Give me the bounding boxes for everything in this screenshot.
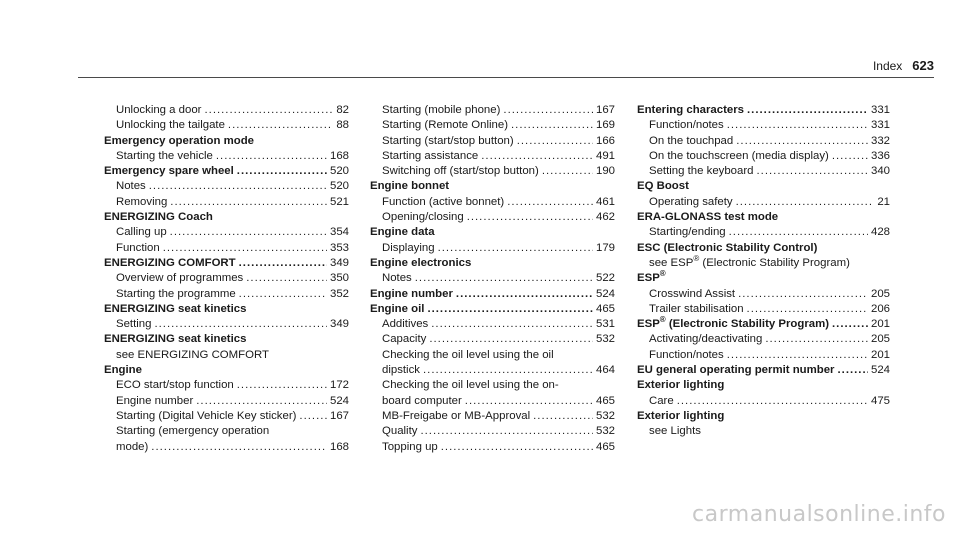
entry-text: Engine number bbox=[370, 287, 453, 300]
entry-text: Starting (Remote Online) bbox=[382, 119, 508, 132]
index-heading bbox=[104, 164, 349, 179]
page-ref[interactable]: 522 bbox=[595, 272, 615, 285]
leader-dots bbox=[467, 210, 593, 225]
entry-text: Starting assistance bbox=[382, 149, 479, 162]
index-entry bbox=[637, 225, 890, 240]
leader-dots bbox=[204, 103, 333, 118]
index-entry bbox=[370, 440, 615, 455]
index-entry bbox=[370, 149, 615, 164]
entry-text: MB-Freigabe or MB-Approval bbox=[382, 409, 531, 422]
index-entry bbox=[370, 134, 615, 149]
entry-text: Engine bonnet bbox=[370, 180, 450, 193]
page-ref[interactable]: 82 bbox=[336, 104, 349, 116]
page-ref[interactable]: 532 bbox=[595, 409, 615, 422]
leader-dots bbox=[727, 118, 868, 133]
index-entry bbox=[104, 378, 349, 393]
leader-dots bbox=[465, 394, 593, 409]
entry-text: Care bbox=[649, 394, 674, 407]
index-entry bbox=[104, 440, 349, 455]
page-ref[interactable]: 168 bbox=[329, 440, 349, 453]
page-ref[interactable]: 166 bbox=[595, 134, 615, 147]
page-ref[interactable]: 206 bbox=[870, 302, 890, 315]
leader-dots bbox=[196, 394, 327, 409]
index-entry bbox=[637, 302, 890, 317]
page-ref[interactable]: 465 bbox=[595, 394, 615, 407]
entry-text: EQ Boost bbox=[637, 180, 689, 193]
page-ref[interactable]: 190 bbox=[595, 165, 615, 178]
entry-text: Engine oil bbox=[370, 302, 425, 315]
entry-text: Starting (Digital Vehicle Key sticker) bbox=[116, 409, 297, 422]
leader-dots bbox=[511, 118, 593, 133]
entry-text: Function/notes bbox=[649, 348, 724, 361]
entry-text: Opening/closing bbox=[382, 211, 464, 224]
index-heading bbox=[370, 225, 615, 240]
index-heading bbox=[637, 210, 890, 225]
entry-text: Engine bbox=[104, 364, 142, 377]
entry-text: ESP® bbox=[637, 269, 666, 285]
index-entry bbox=[637, 394, 890, 409]
entry-text: Starting (emergency operation bbox=[116, 425, 270, 438]
index-entry bbox=[637, 332, 890, 347]
index-entry bbox=[370, 394, 615, 409]
page-ref[interactable]: 524 bbox=[329, 394, 349, 407]
index-entry bbox=[370, 424, 615, 439]
entry-text: Activating/deactivating bbox=[649, 333, 763, 346]
leader-dots bbox=[727, 348, 868, 363]
page-ref[interactable]: 179 bbox=[595, 241, 615, 254]
index-heading bbox=[637, 271, 890, 286]
index-heading bbox=[104, 210, 349, 225]
index-entry bbox=[637, 348, 890, 363]
index-entry bbox=[370, 241, 615, 256]
entry-text: Operating safety bbox=[649, 195, 733, 208]
index-column-1 bbox=[104, 103, 349, 455]
entry-text: EU general operating permit number bbox=[637, 364, 835, 377]
entry-text: Starting (mobile phone) bbox=[382, 104, 501, 116]
entry-text: mode) bbox=[116, 440, 149, 453]
page-ref[interactable]: 353 bbox=[329, 241, 349, 254]
entry-text: Crosswind Assist bbox=[649, 287, 736, 300]
index-heading bbox=[370, 179, 615, 194]
index-entry bbox=[370, 103, 615, 118]
index-entry bbox=[637, 149, 890, 164]
leader-dots bbox=[239, 256, 327, 271]
page-ref[interactable]: 491 bbox=[595, 149, 615, 162]
page-ref[interactable]: 350 bbox=[329, 272, 349, 285]
entry-text: Checking the oil level using the on- bbox=[382, 379, 559, 392]
index-heading bbox=[637, 378, 890, 393]
entry-text: Function/notes bbox=[649, 119, 724, 132]
entry-text: Function bbox=[116, 241, 160, 254]
entry-text: ENERGIZING COMFORT bbox=[104, 256, 236, 269]
entry-text: ENERGIZING Coach bbox=[104, 211, 213, 224]
entry-text: Setting bbox=[116, 318, 152, 331]
leader-dots bbox=[503, 103, 593, 118]
leader-dots bbox=[747, 103, 868, 118]
index-heading bbox=[637, 317, 890, 332]
entry-text: Engine data bbox=[370, 226, 435, 239]
index-entry bbox=[104, 149, 349, 164]
leader-dots bbox=[517, 134, 593, 149]
page-ref[interactable]: 331 bbox=[870, 104, 890, 116]
page-ref[interactable]: 354 bbox=[329, 226, 349, 239]
entry-text: On the touchpad bbox=[649, 134, 734, 147]
leader-dots bbox=[246, 271, 327, 286]
entry-text: Switching off (start/stop button) bbox=[382, 165, 539, 178]
index-entry bbox=[370, 363, 615, 378]
index-entry bbox=[104, 241, 349, 256]
page-ref[interactable]: 524 bbox=[595, 287, 615, 300]
entry-text: On the touchscreen (media display) bbox=[649, 149, 829, 162]
leader-dots bbox=[299, 409, 327, 424]
leader-dots bbox=[736, 195, 875, 210]
entry-text: Entering characters bbox=[637, 104, 744, 116]
entry-text: see Lights bbox=[649, 425, 701, 438]
entry-text: ECO start/stop function bbox=[116, 379, 234, 392]
page-ref[interactable]: 349 bbox=[329, 256, 349, 269]
entry-text: Emergency spare wheel bbox=[104, 165, 234, 178]
entry-text: Function (active bonnet) bbox=[382, 195, 505, 208]
page-ref[interactable]: 349 bbox=[329, 318, 349, 331]
leader-dots bbox=[163, 241, 327, 256]
leader-dots bbox=[228, 118, 333, 133]
entry-text: Calling up bbox=[116, 226, 167, 239]
entry-text: Displaying bbox=[382, 241, 435, 254]
leader-dots bbox=[542, 164, 593, 179]
leader-dots bbox=[456, 287, 593, 302]
entry-text: Starting (start/stop button) bbox=[382, 134, 514, 147]
index-entry bbox=[104, 424, 349, 439]
leader-dots bbox=[415, 271, 593, 286]
page-ref[interactable]: 352 bbox=[329, 287, 349, 300]
index-column-2 bbox=[370, 103, 615, 455]
index-entry bbox=[637, 134, 890, 149]
entry-text: Additives bbox=[382, 318, 429, 331]
leader-dots bbox=[237, 164, 327, 179]
leader-dots bbox=[441, 440, 593, 455]
entry-text: Exterior lighting bbox=[637, 409, 725, 422]
page-ref[interactable]: 21 bbox=[877, 195, 890, 208]
page-ref[interactable]: 531 bbox=[595, 318, 615, 331]
leader-dots bbox=[423, 363, 593, 378]
page-ref[interactable]: 521 bbox=[329, 195, 349, 208]
leader-dots bbox=[832, 317, 868, 332]
page-ref[interactable]: 88 bbox=[336, 119, 349, 132]
page-ref[interactable]: 520 bbox=[329, 165, 349, 178]
entry-text: board computer bbox=[382, 394, 462, 407]
index-heading bbox=[637, 179, 890, 194]
leader-dots bbox=[747, 302, 868, 317]
index-heading bbox=[104, 302, 349, 317]
entry-text: Engine number bbox=[116, 394, 194, 407]
page-ref[interactable]: 167 bbox=[595, 104, 615, 116]
leader-dots bbox=[736, 134, 868, 149]
leader-dots bbox=[170, 225, 327, 240]
leader-dots bbox=[427, 302, 593, 317]
index-entry bbox=[370, 195, 615, 210]
entry-text: Unlocking a door bbox=[116, 104, 202, 116]
entry-text: dipstick bbox=[382, 364, 420, 377]
leader-dots bbox=[151, 440, 327, 455]
index-entry bbox=[370, 378, 615, 393]
entry-text: ENERGIZING seat kinetics bbox=[104, 333, 247, 346]
index-entry bbox=[370, 210, 615, 225]
entry-text: Overview of programmes bbox=[116, 272, 244, 285]
entry-text: Capacity bbox=[382, 333, 427, 346]
page-number: 623 bbox=[912, 58, 934, 73]
index-entry bbox=[370, 409, 615, 424]
entry-text: Removing bbox=[116, 195, 168, 208]
index-heading bbox=[637, 409, 890, 424]
index-heading bbox=[370, 302, 615, 317]
index-heading bbox=[104, 363, 349, 378]
entry-text: Checking the oil level using the oil bbox=[382, 348, 554, 361]
entry-text: Trailer stabilisation bbox=[649, 302, 744, 315]
leader-dots bbox=[533, 409, 593, 424]
entry-text: see ENERGIZING COMFORT bbox=[116, 348, 269, 361]
index-entry bbox=[637, 164, 890, 179]
index-entry bbox=[370, 164, 615, 179]
entry-text: Setting the keyboard bbox=[649, 165, 754, 178]
leader-dots bbox=[765, 332, 868, 347]
index-heading bbox=[637, 241, 890, 256]
page-ref[interactable]: 201 bbox=[870, 348, 890, 361]
page-ref[interactable]: 205 bbox=[870, 287, 890, 300]
page-ref[interactable]: 331 bbox=[870, 119, 890, 132]
index-heading bbox=[370, 287, 615, 302]
index-entry bbox=[104, 195, 349, 210]
index-entry bbox=[104, 271, 349, 286]
leader-dots bbox=[429, 332, 593, 347]
watermark: carmanualsonline.info bbox=[692, 502, 946, 527]
page-ref[interactable]: 461 bbox=[595, 195, 615, 208]
entry-text: Topping up bbox=[382, 440, 438, 453]
entry-text: see ESP® (Electronic Stability Program) bbox=[649, 254, 850, 269]
page-ref[interactable]: 475 bbox=[870, 394, 890, 407]
leader-dots bbox=[757, 164, 868, 179]
leader-dots bbox=[216, 149, 327, 164]
page-ref[interactable]: 205 bbox=[870, 333, 890, 346]
page-ref[interactable]: 465 bbox=[595, 302, 615, 315]
leader-dots bbox=[507, 195, 593, 210]
page-ref[interactable]: 172 bbox=[329, 379, 349, 392]
index-entry bbox=[370, 118, 615, 133]
page-ref[interactable]: 465 bbox=[595, 440, 615, 453]
page-ref[interactable]: 167 bbox=[329, 409, 349, 422]
index-heading bbox=[104, 256, 349, 271]
page-ref[interactable]: 332 bbox=[870, 134, 890, 147]
leader-dots bbox=[154, 317, 327, 332]
page-ref[interactable]: 520 bbox=[329, 180, 349, 193]
leader-dots bbox=[237, 378, 327, 393]
index-heading bbox=[104, 134, 349, 149]
index-entry bbox=[370, 332, 615, 347]
index-entry bbox=[104, 287, 349, 302]
page-header bbox=[873, 58, 934, 73]
page-ref[interactable]: 168 bbox=[329, 149, 349, 162]
leader-dots bbox=[738, 287, 868, 302]
entry-text: Exterior lighting bbox=[637, 379, 725, 392]
index-heading bbox=[370, 256, 615, 271]
index-heading bbox=[637, 363, 890, 378]
index-entry bbox=[637, 195, 890, 210]
index-entry bbox=[104, 118, 349, 133]
section-title: Index bbox=[872, 59, 903, 73]
leader-dots bbox=[438, 241, 593, 256]
leader-dots bbox=[729, 225, 868, 240]
page-ref[interactable]: 336 bbox=[870, 149, 890, 162]
index-entry bbox=[104, 348, 349, 363]
index-column-3 bbox=[637, 103, 890, 440]
index-entry bbox=[637, 424, 890, 439]
leader-dots bbox=[837, 363, 868, 378]
leader-dots bbox=[239, 287, 327, 302]
page-ref[interactable]: 462 bbox=[595, 211, 615, 224]
entry-text: ENERGIZING seat kinetics bbox=[104, 302, 247, 315]
page-ref[interactable]: 340 bbox=[870, 165, 890, 178]
entry-text: Emergency operation mode bbox=[104, 134, 255, 147]
index-entry bbox=[104, 103, 349, 118]
page-ref[interactable]: 532 bbox=[595, 333, 615, 346]
index-entry bbox=[104, 394, 349, 409]
leader-dots bbox=[420, 424, 593, 439]
entry-text: Quality bbox=[382, 425, 418, 438]
index-entry bbox=[370, 271, 615, 286]
entry-text: Notes bbox=[382, 272, 412, 285]
entry-text: Engine electronics bbox=[370, 256, 472, 269]
index-entry bbox=[637, 118, 890, 133]
entry-text: Unlocking the tailgate bbox=[116, 119, 225, 132]
index-entry bbox=[637, 287, 890, 302]
index-heading bbox=[637, 103, 890, 118]
header-rule bbox=[78, 77, 934, 78]
page-ref[interactable]: 201 bbox=[870, 318, 890, 331]
index-entry bbox=[104, 317, 349, 332]
entry-text: ESP® (Electronic Stability Program) bbox=[637, 315, 830, 331]
index-entry bbox=[104, 179, 349, 194]
index-heading bbox=[104, 332, 349, 347]
entry-text: Starting the programme bbox=[116, 287, 236, 300]
page-ref[interactable]: 428 bbox=[870, 226, 890, 239]
entry-text: ESC (Electronic Stability Control) bbox=[637, 241, 818, 254]
leader-dots bbox=[832, 149, 868, 164]
leader-dots bbox=[431, 317, 593, 332]
page-ref[interactable]: 532 bbox=[595, 425, 615, 438]
entry-text: Notes bbox=[116, 180, 146, 193]
entry-text: Starting the vehicle bbox=[116, 149, 213, 162]
index-entry bbox=[104, 225, 349, 240]
page-ref[interactable]: 464 bbox=[595, 364, 615, 377]
index-entry bbox=[370, 348, 615, 363]
leader-dots bbox=[149, 179, 327, 194]
page-ref[interactable]: 524 bbox=[870, 364, 890, 377]
leader-dots bbox=[170, 195, 327, 210]
index-entry bbox=[104, 409, 349, 424]
leader-dots bbox=[677, 394, 868, 409]
index-entry bbox=[637, 256, 890, 271]
leader-dots bbox=[481, 149, 593, 164]
entry-text: ERA-GLONASS test mode bbox=[637, 211, 779, 224]
index-entry bbox=[370, 317, 615, 332]
entry-text: Starting/ending bbox=[649, 226, 726, 239]
page-ref[interactable]: 169 bbox=[595, 119, 615, 132]
